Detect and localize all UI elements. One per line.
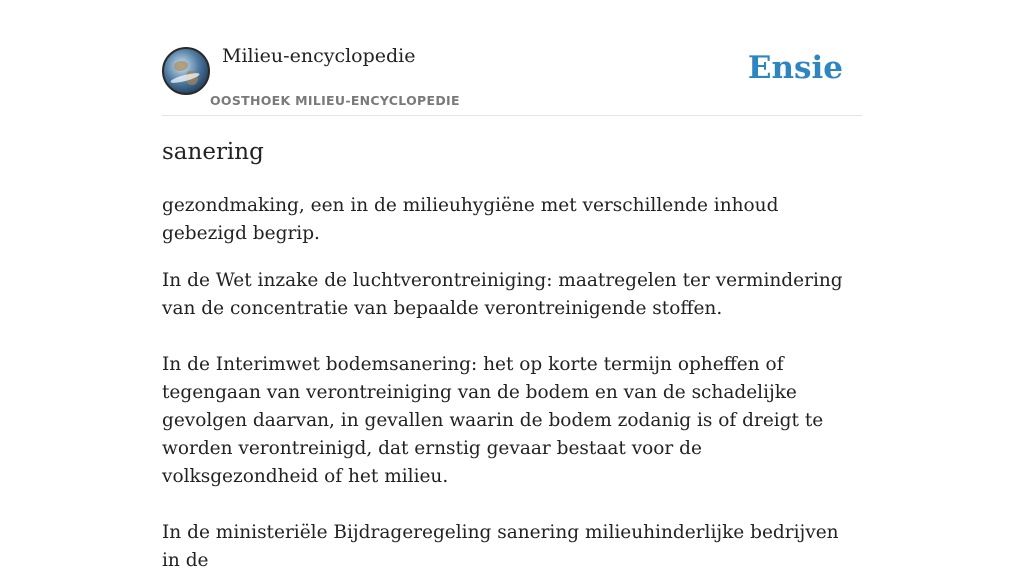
globe-landmass bbox=[174, 61, 188, 71]
site-header bbox=[162, 0, 862, 116]
entry-paragraph: gezondmaking, een in de milieuhygiëne met verschillende inhoud gebezigd begrip. bbox=[162, 195, 779, 244]
entry-title: sanering bbox=[162, 139, 264, 165]
earth-globe-icon[interactable] bbox=[162, 47, 210, 95]
content-container bbox=[162, 0, 862, 571]
entry-paragraph: In de Wet inzake de luchtverontreiniging: maatregelen ter vermindering van de concentratie van bepaalde verontreinigende stoffen. In de Interimwet bodemsanering: het op korte termijn opheffen of tegengaan van verontreiniging van de bodem en van de schadelijke gevolgen daarvan, in gevallen waarin de bodem zodanig is of dreigt te worden verontreinigd, dat ernstig gevaar bestaat voor de volksgezondheid of het milieu. In de ministeriële Bijdrageregeling sanering milieuhinderlijke bedrijven in de bbox=[162, 270, 843, 571]
entry-body bbox=[162, 192, 862, 575]
site-title-link[interactable]: Milieu-encyclopedie bbox=[222, 45, 416, 67]
ensie-logo-link[interactable]: Ensie bbox=[747, 50, 843, 86]
site-subtitle: OOSTHOEK MILIEU-ENCYCLOPEDIE bbox=[210, 93, 460, 108]
